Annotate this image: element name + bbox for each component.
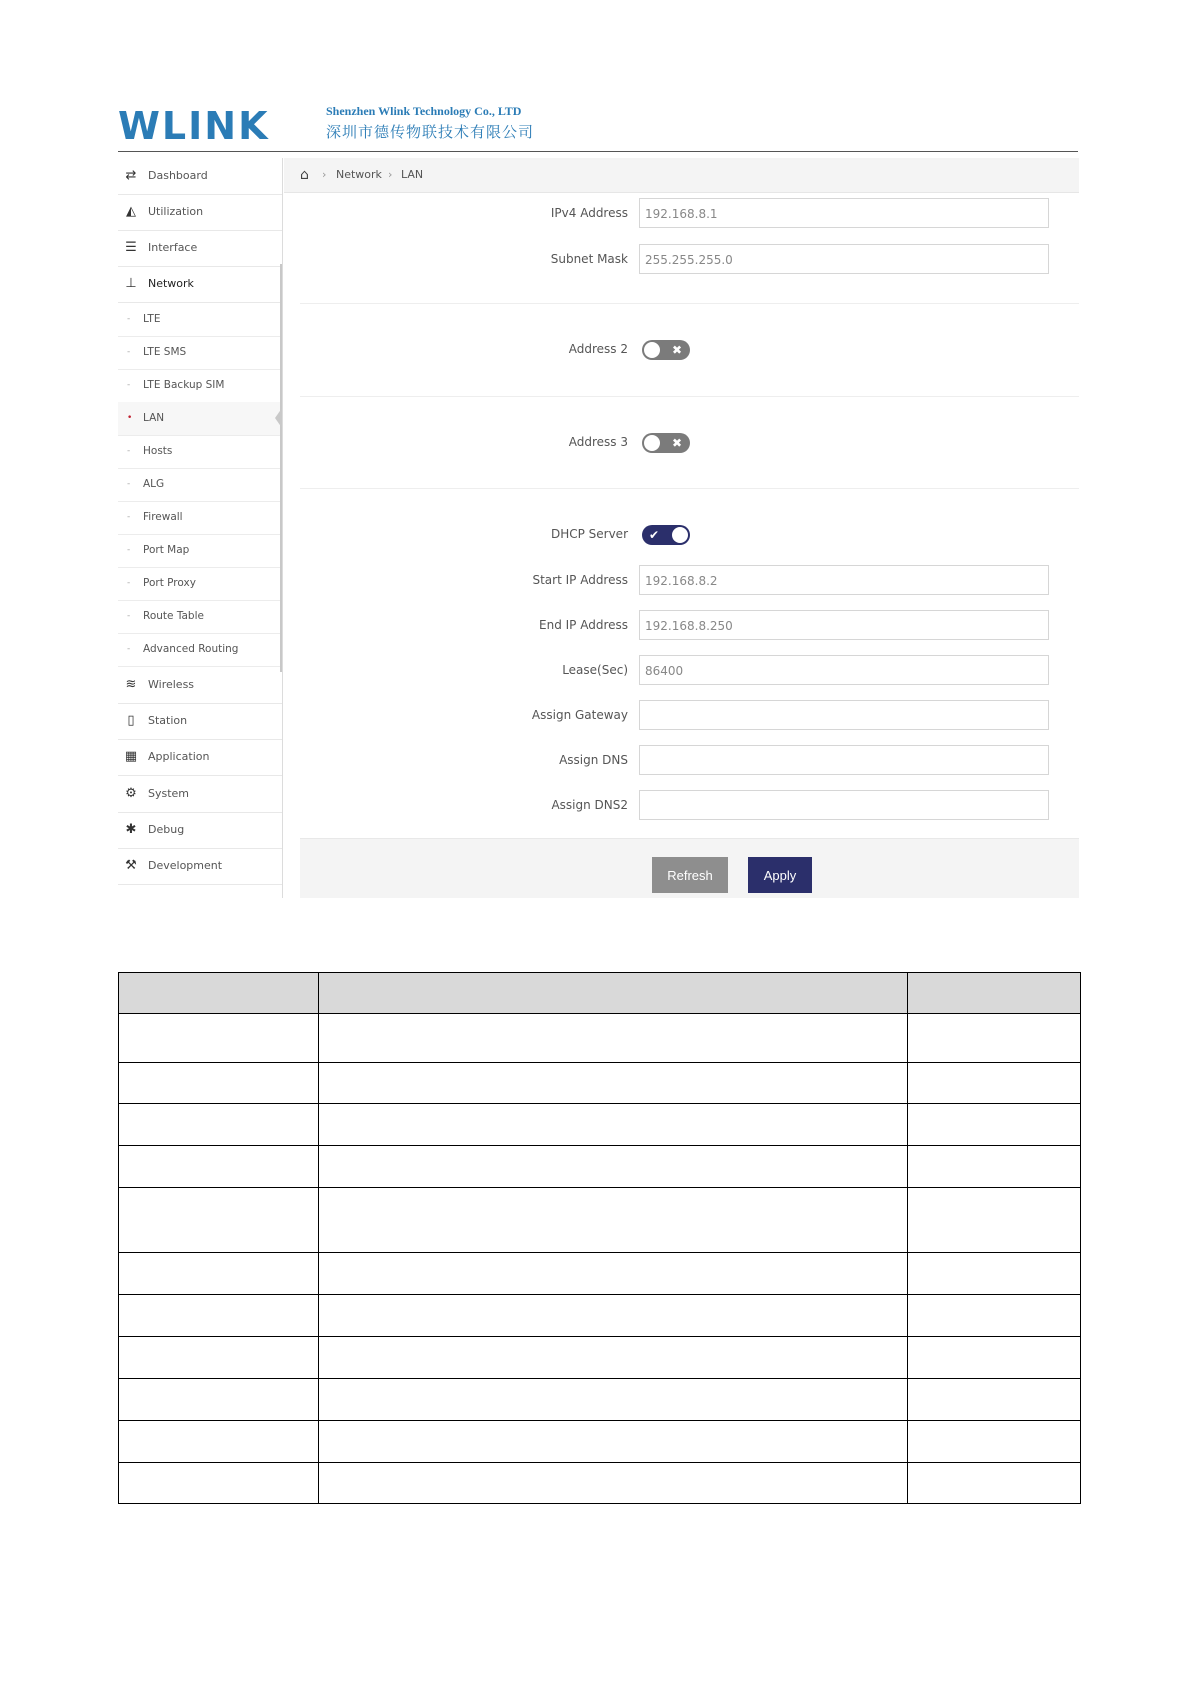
company-name-cn: 深圳市德传物联技术有限公司	[326, 123, 535, 141]
breadcrumb	[284, 158, 1079, 193]
sidebar-item-debug[interactable]	[118, 812, 282, 849]
subnet-mask-label: Subnet Mask	[550, 252, 628, 266]
router-web-ui	[118, 158, 1079, 898]
sidebar-subitem-label: ALG	[143, 478, 165, 490]
sidebar-item-station[interactable]	[118, 703, 282, 740]
table-cell	[119, 1337, 319, 1379]
refresh-button[interactable]: Refresh	[652, 857, 728, 893]
sidebar-subitem-firewall[interactable]: - Firewall	[118, 501, 282, 535]
table-cell	[908, 1014, 1081, 1063]
table-row	[119, 1379, 1081, 1421]
assign-dns2-label: Assign DNS2	[551, 798, 628, 812]
table-header-cell	[119, 973, 319, 1014]
sidebar-subitem-label: LTE	[143, 313, 161, 325]
sidebar-item-dashboard[interactable]	[118, 158, 282, 195]
sidebar-item-label: Development	[148, 859, 223, 872]
table-row	[119, 1104, 1081, 1146]
table-cell	[119, 1253, 319, 1295]
table-header-cell	[319, 973, 908, 1014]
sidebar-item-label: Utilization	[148, 205, 204, 218]
breadcrumb-network[interactable]: Network	[336, 168, 382, 181]
sidebar	[118, 158, 283, 898]
table-cell	[908, 1104, 1081, 1146]
sidebar-item-utilization[interactable]	[118, 194, 282, 231]
section-divider	[300, 303, 1079, 304]
section-divider	[300, 396, 1079, 397]
address2-toggle[interactable]	[642, 340, 690, 360]
sidebar-subitem-label: Port Map	[143, 544, 190, 556]
table-row	[119, 1253, 1081, 1295]
close-icon: ✖	[671, 343, 682, 357]
table-header-cell	[908, 973, 1081, 1014]
sidebar-subitem-alg[interactable]: - ALG	[118, 468, 282, 502]
document-header	[118, 100, 1078, 152]
sidebar-item-label: Interface	[148, 241, 198, 254]
sidebar-subitem-advanced-routing[interactable]: - Advanced Routing	[118, 633, 282, 667]
dhcp-server-toggle[interactable]	[642, 525, 690, 545]
table-cell	[319, 1104, 908, 1146]
sidebar-subitem-lan[interactable]: • LAN	[118, 402, 282, 436]
sidebar-subitem-label: LTE SMS	[143, 346, 187, 358]
table-cell	[319, 1337, 908, 1379]
table-cell	[908, 1188, 1081, 1253]
address3-label: Address 3	[568, 435, 628, 449]
close-icon: ✖	[671, 436, 682, 450]
lease-input[interactable]: 86400	[639, 655, 1049, 685]
table-cell	[908, 1463, 1081, 1504]
table-row	[119, 1421, 1081, 1463]
ipv4-address-input[interactable]: 192.168.8.1	[639, 198, 1049, 228]
table-cell	[908, 1295, 1081, 1337]
lease-label: Lease(Sec)	[562, 663, 628, 677]
table-cell	[908, 1253, 1081, 1295]
table-cell	[119, 1188, 319, 1253]
sidebar-item-system[interactable]	[118, 776, 282, 813]
address3-toggle[interactable]	[642, 433, 690, 453]
assign-dns-label: Assign DNS	[559, 753, 628, 767]
sidebar-subitem-label: LAN	[143, 412, 165, 424]
end-ip-input[interactable]: 192.168.8.250	[639, 610, 1049, 640]
table-cell	[119, 1014, 319, 1063]
assign-gateway-input[interactable]	[639, 700, 1049, 730]
sitemap-icon: ⊥	[125, 276, 137, 291]
sidebar-subitem-port-map[interactable]: - Port Map	[118, 534, 282, 568]
table-cell	[119, 1063, 319, 1104]
sidebar-item-development[interactable]	[118, 848, 282, 885]
sidebar-subitem-label: Port Proxy	[143, 577, 196, 589]
table-cell	[119, 1104, 319, 1146]
table-cell	[908, 1337, 1081, 1379]
sidebar-item-application[interactable]	[118, 739, 282, 776]
sidebar-subitem-lte-sms[interactable]: - LTE SMS	[118, 336, 282, 370]
sidebar-subitem-port-proxy[interactable]: - Port Proxy	[118, 567, 282, 601]
sidebar-subitem-label: Route Table	[143, 610, 204, 622]
sidebar-subitem-label: Firewall	[143, 511, 183, 523]
parameter-table	[118, 972, 1081, 1504]
table-row	[119, 1014, 1081, 1063]
sidebar-subitem-label: Hosts	[143, 445, 173, 457]
table-cell	[319, 1253, 908, 1295]
table-cell	[119, 1379, 319, 1421]
table-row	[119, 1295, 1081, 1337]
chevron-right-icon: ›	[388, 168, 393, 181]
sidebar-item-label: Debug	[148, 823, 185, 836]
sidebar-item-interface[interactable]	[118, 230, 282, 267]
form-actions-bar	[300, 838, 1079, 898]
ipv4-address-label: IPv4 Address	[550, 206, 628, 220]
sidebar-item-label: Wireless	[148, 678, 195, 691]
mobile-icon: ▯	[127, 713, 135, 728]
table-cell	[119, 1421, 319, 1463]
sidebar-item-label: Station	[148, 714, 188, 727]
sidebar-item-label: Application	[148, 750, 210, 763]
sidebar-subitem-label: LTE Backup SIM	[143, 379, 225, 391]
table-cell	[119, 1295, 319, 1337]
area-chart-icon: ◭	[126, 204, 136, 219]
breadcrumb-lan: LAN	[401, 168, 424, 181]
sidebar-item-label: Dashboard	[148, 169, 208, 182]
sidebar-subitem-lte-backup-sim[interactable]: - LTE Backup SIM	[118, 369, 282, 403]
assign-dns2-input[interactable]	[639, 790, 1049, 820]
table-cell	[319, 1014, 908, 1063]
table-row	[119, 1463, 1081, 1504]
table-cell	[319, 1188, 908, 1253]
table-cell	[908, 1379, 1081, 1421]
start-ip-label: Start IP Address	[532, 573, 628, 587]
table-cell	[319, 1379, 908, 1421]
sidebar-item-label: System	[148, 787, 190, 800]
table-cell	[908, 1063, 1081, 1104]
table-row	[119, 1188, 1081, 1253]
table-cell	[119, 1463, 319, 1504]
end-ip-label: End IP Address	[539, 618, 628, 632]
apply-button[interactable]: Apply	[748, 857, 812, 893]
table-cell	[319, 1463, 908, 1504]
table-row	[119, 1337, 1081, 1379]
sidebar-divider	[282, 158, 283, 898]
table-header-row	[119, 973, 1081, 1014]
sidebar-item-label: Network	[148, 277, 194, 290]
list-icon: ☰	[125, 240, 137, 255]
table-row	[119, 1063, 1081, 1104]
bug-icon: ✱	[125, 822, 137, 837]
table-cell	[908, 1421, 1081, 1463]
cogs-icon: ⚙	[125, 786, 137, 801]
sidebar-item-network[interactable]	[118, 266, 282, 303]
address2-label: Address 2	[568, 342, 628, 356]
sidebar-item-wireless[interactable]	[118, 667, 282, 704]
section-divider	[300, 488, 1079, 489]
table-cell	[319, 1421, 908, 1463]
start-ip-input[interactable]: 192.168.8.2	[639, 565, 1049, 595]
sidebar-subitem-route-table[interactable]: - Route Table	[118, 600, 282, 634]
header-divider	[118, 151, 1078, 152]
sidebar-subitem-label: Advanced Routing	[143, 643, 239, 655]
wifi-icon: ≋	[125, 677, 137, 692]
assign-gateway-label: Assign Gateway	[531, 708, 628, 722]
active-item-caret	[275, 408, 282, 428]
sidebar-subitem-lte[interactable]: - LTE	[118, 303, 282, 337]
table-cell	[319, 1063, 908, 1104]
table-cell	[908, 1146, 1081, 1188]
dhcp-server-label: DHCP Server	[550, 527, 628, 541]
wlink-logo: WLINK	[118, 104, 270, 148]
chevron-right-icon: ›	[322, 168, 327, 181]
check-icon: ✔	[649, 528, 660, 542]
subnet-mask-input[interactable]: 255.255.255.0	[639, 244, 1049, 274]
table-cell	[119, 1146, 319, 1188]
company-name-en: Shenzhen Wlink Technology Co., LTD	[326, 104, 522, 118]
table-row	[119, 1146, 1081, 1188]
building-icon: ▦	[124, 749, 138, 764]
exchange-icon: ⇄	[125, 168, 137, 183]
table-cell	[319, 1146, 908, 1188]
table-cell	[319, 1295, 908, 1337]
assign-dns-input[interactable]	[639, 745, 1049, 775]
gavel-icon: ⚒	[125, 858, 137, 873]
home-icon[interactable]: ⌂	[300, 167, 309, 183]
sidebar-subitem-hosts[interactable]: - Hosts	[118, 435, 282, 469]
